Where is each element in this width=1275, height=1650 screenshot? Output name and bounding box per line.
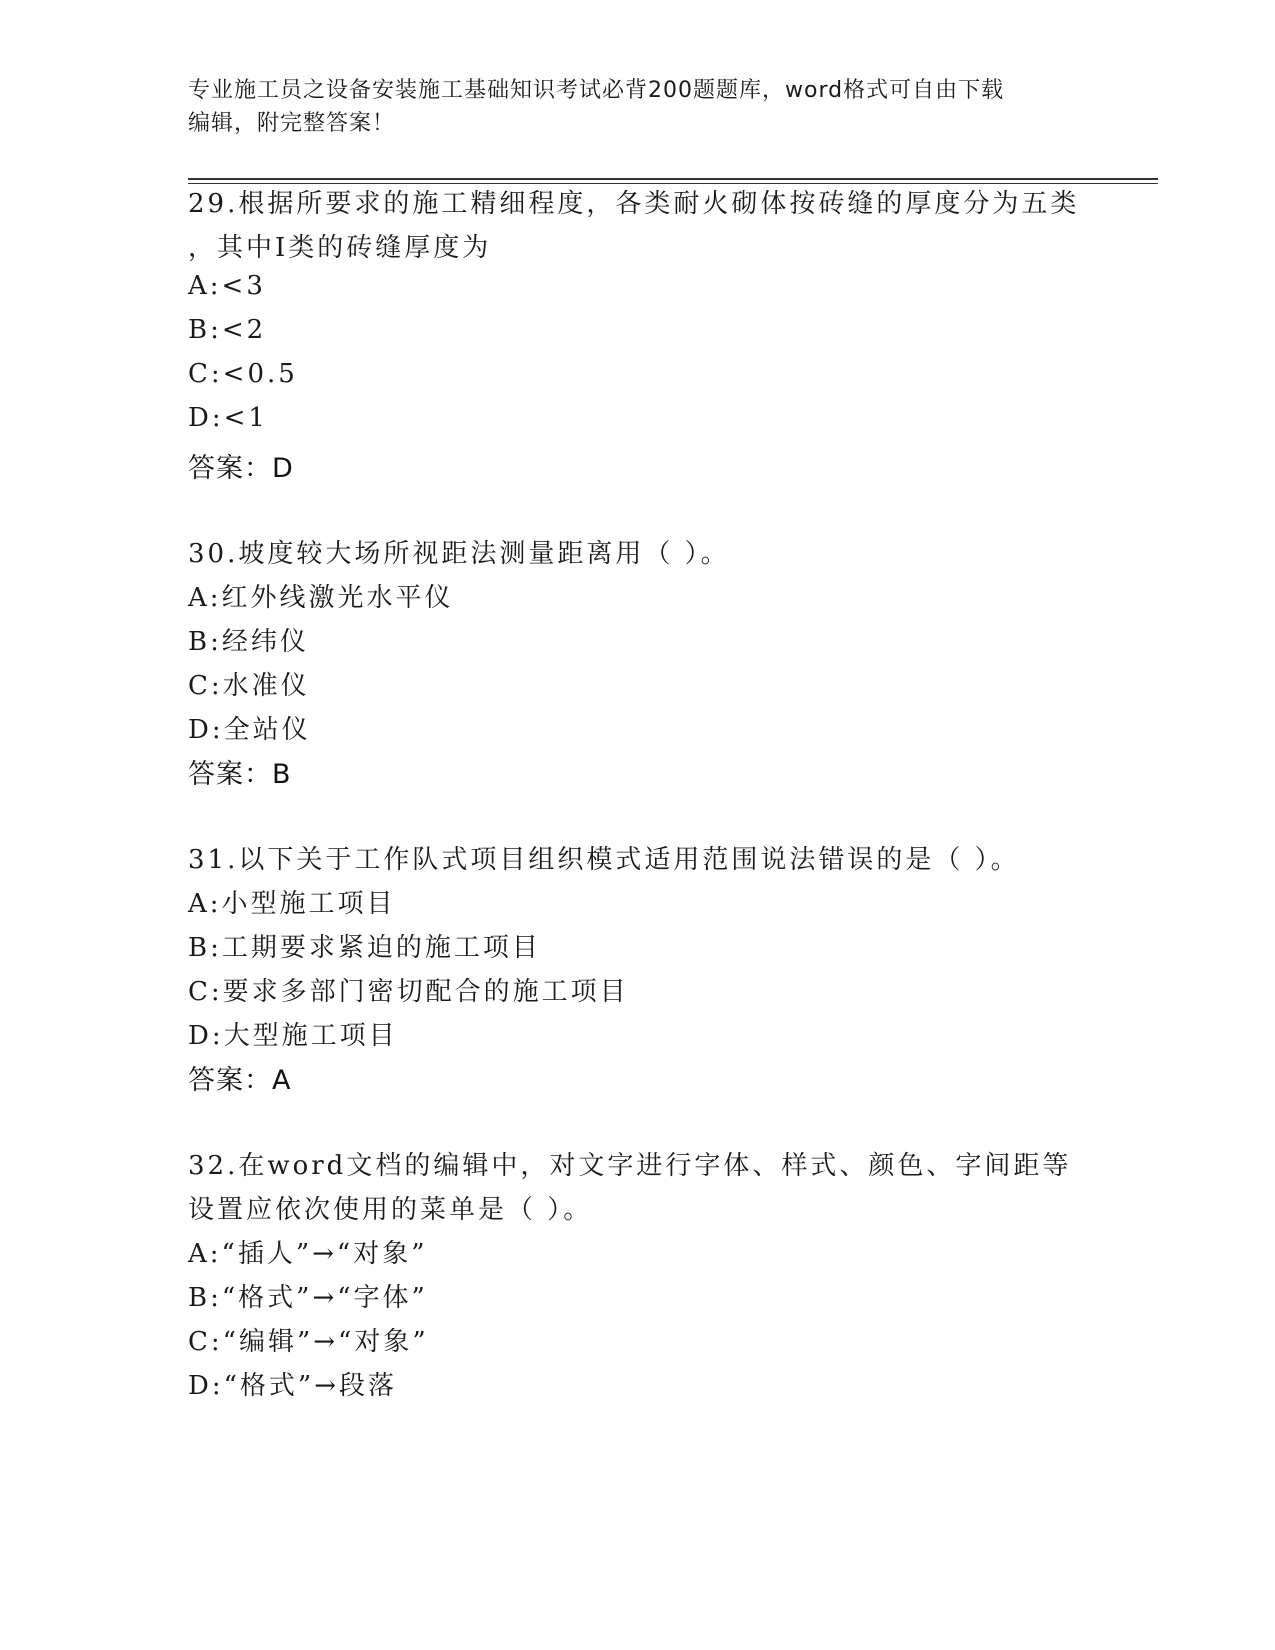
question-32-option-c: C:“编辑”→“对象”	[188, 1327, 429, 1357]
question-32-stem-line-2: 设置应依次使用的菜单是（ ）。	[188, 1195, 593, 1225]
question-29-option-d: D:<1	[188, 403, 268, 433]
question-29-option-a: A:<3	[188, 271, 266, 301]
document-header	[188, 74, 1088, 140]
question-31-answer: 答案：A	[188, 1065, 292, 1096]
question-30-option-c: C:水准仪	[188, 671, 310, 701]
question-30-option-b: B:经纬仪	[188, 627, 309, 657]
question-29-option-b: B:<2	[188, 315, 267, 345]
question-31-option-c: C:要求多部门密切配合的施工项目	[188, 977, 629, 1007]
question-31-stem-line-1: 31.以下关于工作队式项目组织模式适用范围说法错误的是（ ）。	[188, 845, 1020, 875]
question-29-stem-line-1: 29.根据所要求的施工精细程度，各类耐火砌体按砖缝的厚度分为五类	[188, 189, 1080, 219]
question-30-option-a: A:红外线激光水平仪	[188, 583, 454, 613]
question-30-stem-line-1: 30.坡度较大场所视距法测量距离用（ ）。	[188, 539, 730, 569]
header-line-1: 专业施工员之设备安装施工基础知识考试必背200题题库，word格式可自由下载	[188, 78, 1005, 103]
question-32-option-a: A:“插人”→“对象”	[188, 1239, 428, 1269]
question-30-answer: 答案：B	[188, 759, 292, 790]
question-32-option-d: D:“格式”→段落	[188, 1371, 397, 1401]
question-31-option-d: D:大型施工项目	[188, 1021, 398, 1051]
question-31-option-a: A:小型施工项目	[188, 889, 396, 919]
question-30-option-d: D:全站仪	[188, 715, 311, 745]
question-29-stem-line-2: ，其中Ⅰ类的砖缝厚度为	[188, 233, 492, 263]
question-29-option-c: C:<0.5	[188, 359, 298, 389]
question-32-option-b: B:“格式”→“字体”	[188, 1283, 428, 1313]
question-31-option-b: B:工期要求紧迫的施工项目	[188, 933, 541, 963]
question-29-answer: 答案：D	[188, 453, 294, 484]
question-32-stem-line-1: 32.在word文档的编辑中，对文字进行字体、样式、颜色、字间距等	[188, 1151, 1072, 1181]
header-line-2: 编辑，附完整答案！	[188, 111, 396, 136]
